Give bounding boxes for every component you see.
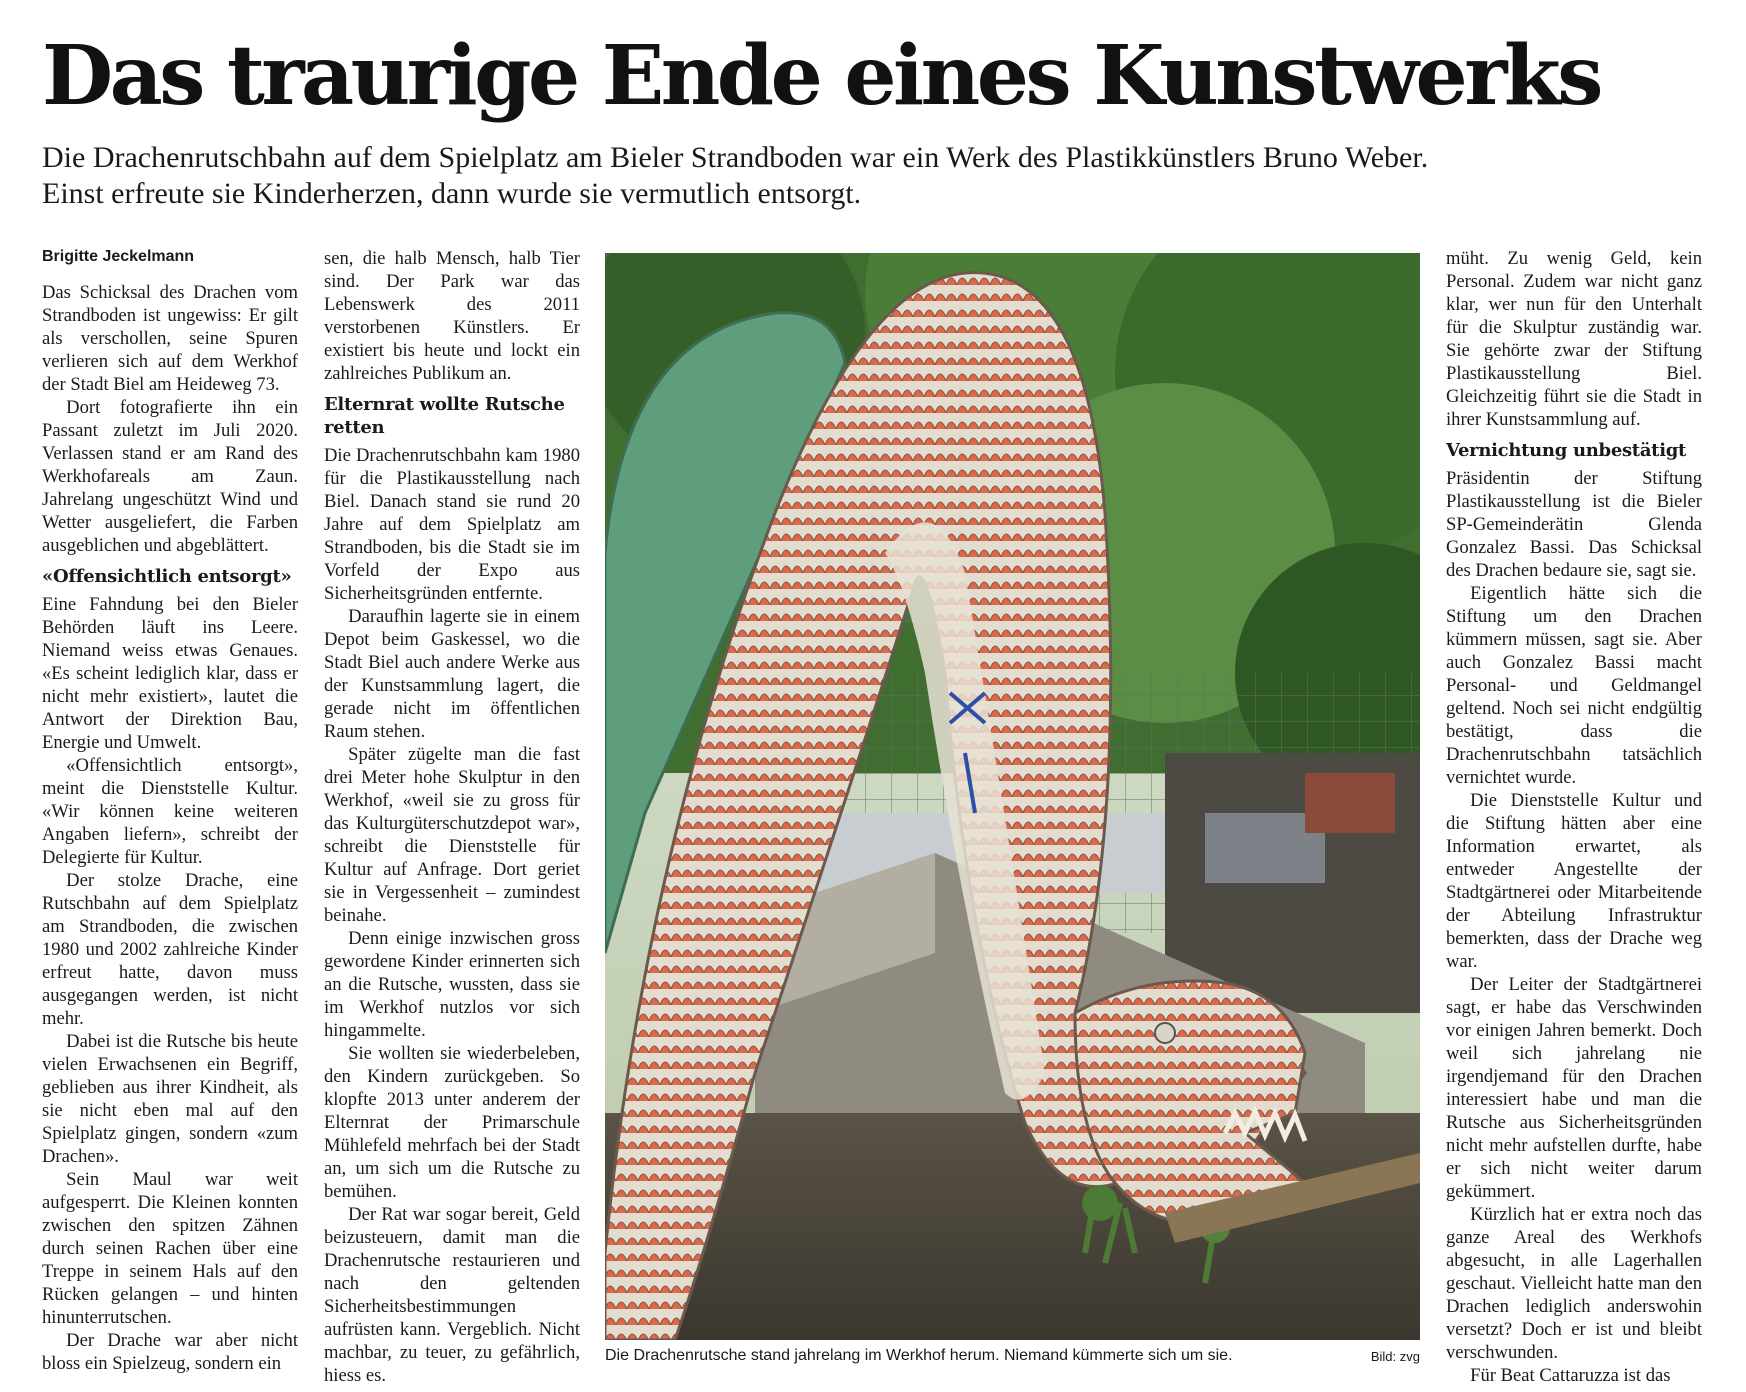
paragraph: Daraufhin lagerte sie in einem Depot beim Gaskessel, wo die Stadt Biel auch andere Werke aus der Kunstsammlung lagert, die gerade nicht im öffentlichen Raum stehen. xyxy=(324,606,580,742)
paragraph: Präsidentin der Stiftung Plastikausstellung ist die Bieler SP-Gemeinderätin Glenda Gonzalez Bassi. Das Schicksal des Drachen bedaure sie, sagt sie. xyxy=(1446,468,1702,581)
paragraph: Später zügelte man die fast drei Meter hohe Skulptur in den Werkhof, «weil sie zu gross für das Kulturgüterschutzdepot war», schreibt die Dienststelle für Kultur auf Anfrage. Dort geriet sie in Vergessenheit – zumindest beinahe. xyxy=(324,744,580,926)
paragraph: Das Schicksal des Drachen vom Strandboden ist ungewiss: Er gilt als verschollen, seine Spuren verlieren sich auf dem Werkhof der Stadt Biel am Heideweg 73. xyxy=(42,282,298,395)
paragraph: Sein Maul war weit aufgesperrt. Die Kleinen konnten zwischen den spitzen Zähnen durch seinen Rachen über eine Treppe in seinem Hals auf den Rücken gelangen – und hinten hinunterrutschen. xyxy=(42,1169,298,1328)
paragraph: Dabei ist die Rutsche bis heute vielen Erwachsenen ein Begriff, geblieben aus ihrer Kindheit, als sie nicht eben mal auf den Spielplatz gingen, sondern «zum Drachen». xyxy=(42,1031,298,1167)
photo-credit: Bild: zvg xyxy=(1370,1349,1420,1364)
paragraph: Kürzlich hat er extra noch das ganze Areal des Werkhofs abgesucht, in alle Lagerhallen geschaut. Vielleicht hatte man den Drachen lediglich anderswohin versetzt? Doch er ist und bleibt verschwunden. xyxy=(1446,1204,1702,1363)
caption-text: Die Drachenrutsche stand jahrelang im Werkhof herum. Niemand kümmerte sich um sie. xyxy=(605,1347,1233,1364)
subheading: Elternrat wollte Rutsche retten xyxy=(324,394,565,438)
paragraph: müht. Zu wenig Geld, kein Personal. Zudem war nicht ganz klar, wer nun für den Unterhalt für die Skulptur zuständig war. Sie gehörte zwar der Stiftung Plastikausstellung Biel. Gleichzeitig führt sie die Stadt in ihrer Kunstsammlung auf. xyxy=(1446,248,1702,430)
text-column-2 xyxy=(324,247,580,1392)
paragraph: «Offensichtlich entsorgt», meint die Dienststelle Kultur. «Wir können keine weiteren Angaben liefern», schreibt der Delegierte für Kultur. xyxy=(42,755,298,868)
lead-line: Einst erfreute sie Kinderherzen, dann wurde sie vermutlich entsorgt. xyxy=(42,177,862,210)
paragraph: Der Drache war aber nicht bloss ein Spielzeug, sondern ein xyxy=(42,1330,298,1374)
text-column-1 xyxy=(42,247,298,1392)
author-byline: Brigitte Jeckelmann xyxy=(42,248,195,265)
paragraph: Der Leiter der Stadtgärtnerei sagt, er habe das Verschwinden vor einigen Jahren bemerkt. Doch weil sich jahrelang nie irgendjemand für den Drachen interessiert habe und man die Rutsche aus Sicherheitsgründen nicht mehr aufstellen durfte, habe er sich nicht weiter darum gekümmert. xyxy=(1446,974,1702,1202)
photo-caption xyxy=(605,1346,1420,1366)
paragraph: Sie wollten sie wiederbeleben, den Kindern zurückgeben. So klopfte 2013 unter anderem der Elternrat der Primarschule Mühlefeld mehrfach bei der Stadt an, um sich um die Rutsche zu bemühen. xyxy=(324,1043,580,1202)
subheading: «Offensichtlich entsorgt» xyxy=(42,566,292,587)
dragon-slide-photo xyxy=(605,253,1420,1340)
paragraph: Der stolze Drache, eine Rutschbahn auf dem Spielplatz am Strandboden, die zwischen 1980 und 2002 zahlreiche Kinder erfreut hatte, davon muss ausgegangen werden, ist nicht mehr. xyxy=(42,870,298,1029)
subheading: Vernichtung unbestätigt xyxy=(1446,440,1687,461)
paragraph: Die Dienststelle Kultur und die Stiftung hätten aber eine Information erwartet, als entweder Angestellte der Stadtgärtnerei oder Mitarbeitende der Abteilung Infrastruktur bemerkten, dass der Drache weg war. xyxy=(1446,790,1702,972)
lead-line: Die Drachenrutschbahn auf dem Spielplatz am Bieler Strandboden war ein Werk des Plastikkünstlers Bruno Weber. xyxy=(42,141,1429,174)
paragraph: Eine Fahndung bei den Bieler Behörden läuft ins Leere. Niemand weiss etwas Genaues. «Es scheint lediglich klar, dass er nicht mehr existiert», lautet die Antwort der Direktion Bau, Energie und Umwelt. xyxy=(42,594,298,753)
paragraph: sen, die halb Mensch, halb Tier sind. Der Park war das Lebenswerk des 2011 verstorbenen Künstlers. Er existiert bis heute und lockt ein zahlreiches Publikum an. xyxy=(324,248,580,384)
paragraph: Für Beat Cattaruzza ist das xyxy=(1470,1365,1671,1386)
text-column-3 xyxy=(1446,247,1702,1392)
paragraph: Die Drachenrutschbahn kam 1980 für die Plastikausstellung nach Biel. Danach stand sie rund 20 Jahre auf dem Spielplatz am Strandboden, bis die Stadt sie im Vorfeld der Expo aus Sicherheitsgründen entfernte. xyxy=(324,445,580,604)
paragraph: Eigentlich hätte sich die Stiftung um den Drachen kümmern müssen, sagt sie. Aber auch Gonzalez Bassi macht Personal- und Geldmangel geltend. Noch sei nicht endgültig bestätigt, dass die Drachenrutschbahn tatsächlich vernichtet wurde. xyxy=(1446,583,1702,788)
paragraph: Dort fotografierte ihn ein Passant zuletzt im Juli 2020. Verlassen stand er am Rand des Werkhofareals am Zaun. Jahrelang ungeschützt Wind und Wetter ausgeliefert, die Farben ausgeblichen und abgeblättert. xyxy=(42,397,298,556)
article-lead xyxy=(42,140,1682,212)
paragraph: Denn einige inzwischen gross gewordene Kinder erinnerten sich an die Rutsche, wussten, dass sie im Werkhof nutzlos vor sich hingammelte. xyxy=(324,928,580,1041)
article-headline: Das traurige Ende eines Kunstwerks xyxy=(42,28,1600,124)
paragraph: Der Rat war sogar bereit, Geld beizusteuern, damit man die Drachenrutsche restaurieren und nach den geltenden Sicherheitsbestimmungen aufrüsten kann. Vergeblich. Nicht machbar, zu teuer, zu gefährlich, hiess es. xyxy=(324,1204,580,1386)
